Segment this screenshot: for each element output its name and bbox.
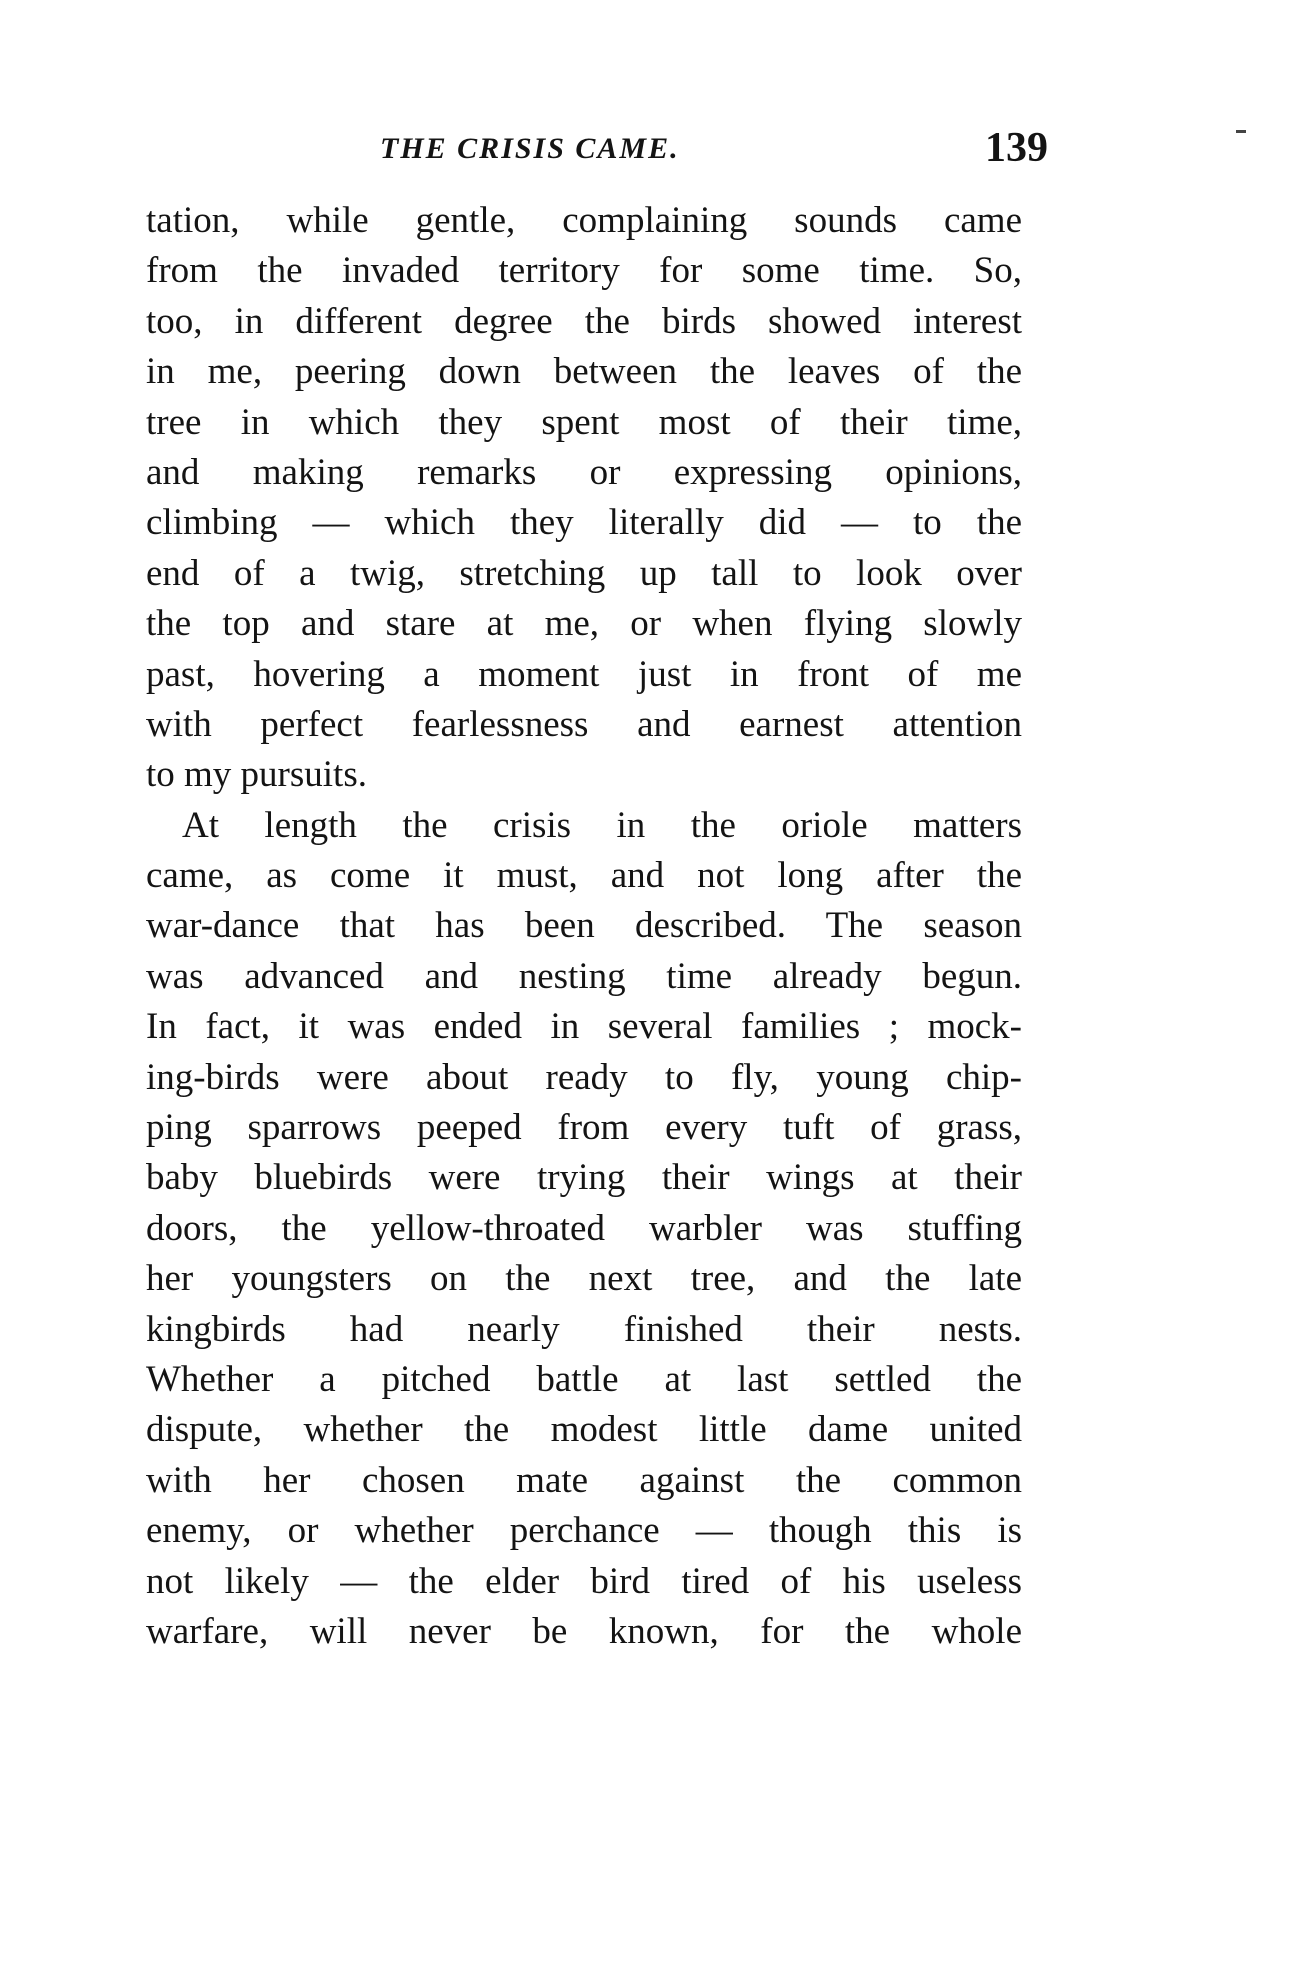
text-line: and making remarks or expressing opinions, bbox=[146, 451, 1022, 493]
text-line: too, in different degree the birds showed interest bbox=[146, 300, 1022, 342]
text-line: in me, peering down between the leaves of the bbox=[146, 351, 1022, 393]
margin-mark bbox=[1236, 130, 1246, 133]
text-line: to my pursuits. bbox=[146, 754, 367, 796]
text-line: came, as come it must, and not long after the bbox=[146, 855, 1022, 897]
text-line: dispute, whether the modest little dame united bbox=[146, 1409, 1022, 1451]
text-line: doors, the yellow-throated warbler was stuffing bbox=[146, 1207, 1022, 1249]
text-line: with her chosen mate against the common bbox=[146, 1459, 1022, 1501]
text-line: Whether a pitched battle at last settled the bbox=[146, 1358, 1022, 1400]
text-line: her youngsters on the next tree, and the late bbox=[146, 1258, 1022, 1300]
text-line: with perfect fearlessness and earnest attention bbox=[146, 703, 1022, 745]
page-number: 139 bbox=[985, 125, 1048, 171]
text-line: warfare, will never be known, for the whole bbox=[146, 1610, 1022, 1652]
text-line: ing-birds were about ready to fly, young chip- bbox=[146, 1056, 1022, 1098]
text-line: ping sparrows peeped from every tuft of grass, bbox=[146, 1107, 1022, 1149]
text-line: baby bluebirds were trying their wings at their bbox=[146, 1157, 1022, 1199]
text-line: the top and stare at me, or when flying slowly bbox=[146, 603, 1022, 645]
text-line: climbing — which they literally did — to the bbox=[146, 502, 1022, 544]
text-line: was advanced and nesting time already begun. bbox=[146, 955, 1022, 997]
text-line: In fact, it was ended in several families ; mock- bbox=[146, 1006, 1022, 1048]
running-head: THE CRISIS CAME. bbox=[380, 132, 680, 165]
text-line: from the invaded territory for some time. So, bbox=[146, 250, 1022, 292]
text-line: war-dance that has been described. The season bbox=[146, 905, 1022, 947]
text-line: end of a twig, stretching up tall to look over bbox=[146, 552, 1022, 594]
text-line: tree in which they spent most of their time, bbox=[146, 401, 1022, 443]
text-line: enemy, or whether perchance — though this is bbox=[146, 1510, 1022, 1552]
body-text bbox=[146, 196, 1022, 1657]
text-line: kingbirds had nearly finished their nests. bbox=[146, 1308, 1022, 1350]
text-line: past, hovering a moment just in front of me bbox=[146, 653, 1022, 695]
text-line: tation, while gentle, complaining sounds came bbox=[146, 200, 1022, 241]
text-line: not likely — the elder bird tired of his useless bbox=[146, 1560, 1022, 1602]
text-line: At length the crisis in the oriole matters bbox=[182, 804, 1022, 846]
